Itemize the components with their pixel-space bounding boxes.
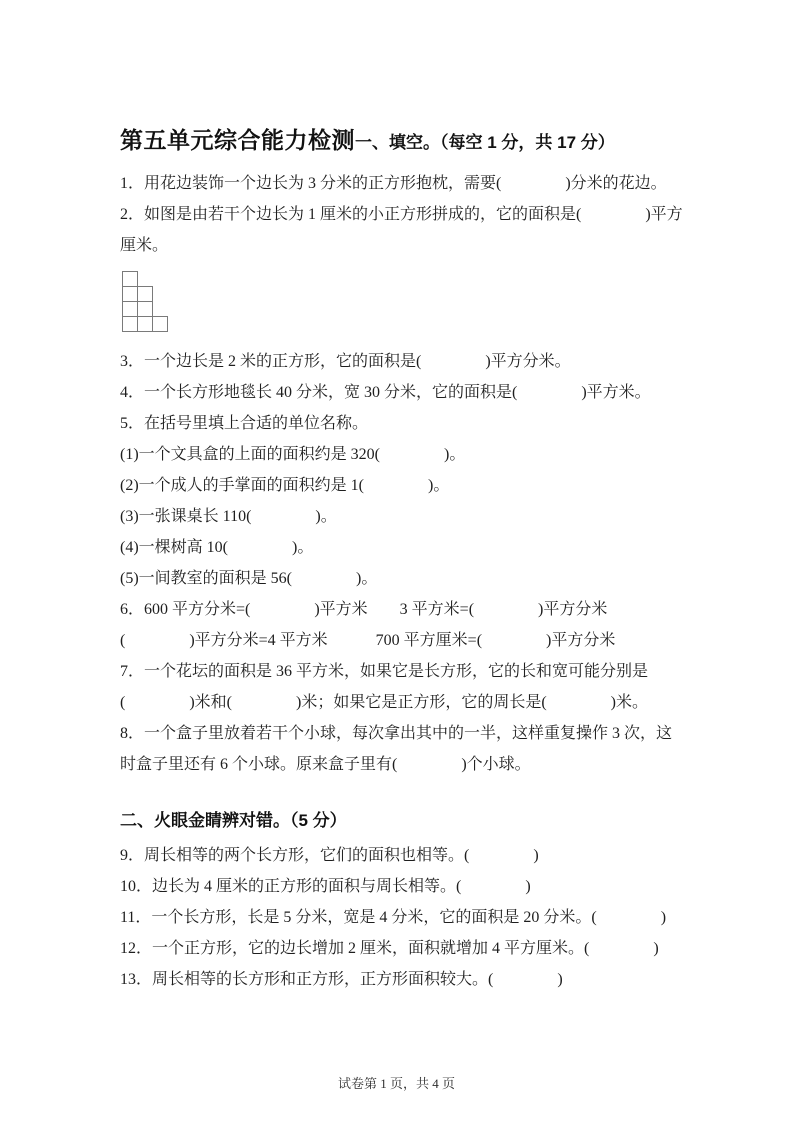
grid-cell [137,316,153,332]
question-line: 7．一个花坛的面积是 36 平方米，如果它是长方形，它的长和宽可能分别是 [120,663,649,680]
grid-row [122,271,705,287]
grid-cell [137,301,153,317]
question-line: 厘米。 [120,237,169,254]
grid-cell [122,301,138,317]
grid-row [122,286,705,302]
question-line: 8．一个盒子里放着若干个小球，每次拿出其中的一半，这样重复操作 3 次，这 [120,725,673,742]
section1-heading: 一、填空。（每空 1 分，共 17 分） [355,133,615,152]
page-content [120,120,705,995]
question-line: 4．一个长方形地毯长 40 分米，宽 30 分米，它的面积是( )平方米。 [120,384,651,401]
question-line: 1．用花边装饰一个边长为 3 分米的正方形抱枕，需要( )分米的花边。 [120,175,667,192]
question-line: ( )米和( )米；如果它是正方形，它的周长是( )米。 [120,694,648,711]
grid-cell [122,271,138,287]
grid-cell [122,286,138,302]
grid-cell [122,316,138,332]
question-line: (1)一个文具盒的上面的面积约是 320( )。 [120,446,466,463]
question-line: (4)一棵树高 10( )。 [120,539,314,556]
question-line: 9．周长相等的两个长方形，它们的面积也相等。( ) [120,847,539,864]
page-title [120,120,705,160]
section1-blocks [120,168,705,780]
grid-cell [137,286,153,302]
question-line: (5)一间教室的面积是 56( )。 [120,570,378,587]
question-line: (3)一张课桌长 110( )。 [120,508,337,525]
grid-row [122,316,705,332]
question-line: 11．一个长方形，长是 5 分米，宽是 4 分米，它的面积是 20 分米。( ) [120,909,667,926]
question-line: 10．边长为 4 厘米的正方形的面积与周长相等。( ) [120,878,531,895]
section2-blocks [120,840,705,995]
question-line: 13．周长相等的长方形和正方形，正方形面积较大。( ) [120,971,563,988]
page-footer: 试卷第 1 页，共 4 页 [337,1076,455,1091]
section2-heading: 二、火眼金睛辨对错。（5 分） [120,811,347,830]
question-line: (2)一个成人的手掌面的面积约是 1( )。 [120,477,450,494]
question-line: 12．一个正方形，它的边长增加 2 厘米，面积就增加 4 平方厘米。( ) [120,940,659,957]
question-line: 3．一个边长是 2 米的正方形，它的面积是( )平方分米。 [120,353,571,370]
question-line: 2．如图是由若干个边长为 1 厘米的小正方形拼成的，它的面积是( )平方 [120,206,683,223]
question-line: ( )平方分米=4 平方米 700 平方厘米=( )平方分米 [120,632,616,649]
unit-square-grid-figure [122,271,705,332]
grid-cell [152,316,168,332]
question-line: 6．600 平方分米=( )平方米 3 平方米=( )平方分米 [120,601,608,618]
grid-row [122,301,705,317]
question-line: 时盒子里还有 6 个小球。原来盒子里有( )个小球。 [120,756,531,773]
question-line: 5．在括号里填上合适的单位名称。 [120,415,369,432]
unit-title: 第五单元综合能力检测 [120,127,355,153]
